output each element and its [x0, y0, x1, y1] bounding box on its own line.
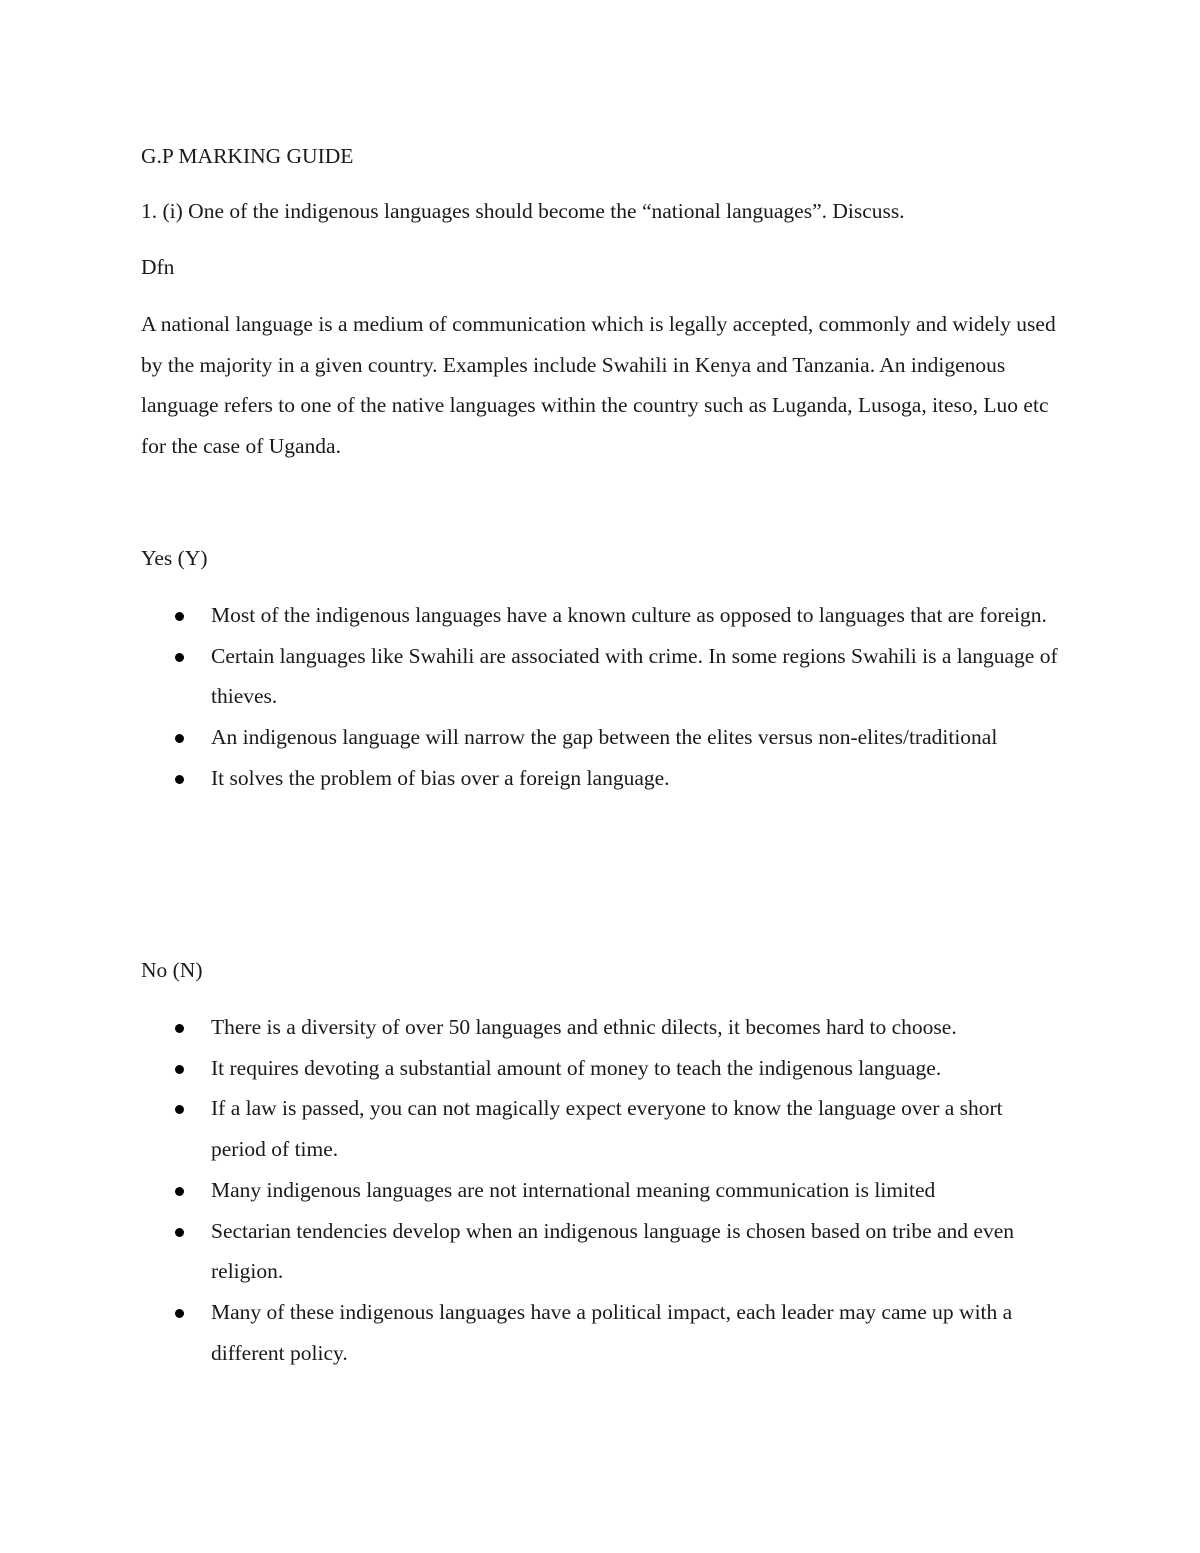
bullet-icon [175, 653, 184, 662]
list-item-text: Many indigenous languages are not international meaning communication is limited [211, 1177, 936, 1202]
list-item [0, 636, 1061, 717]
list-item [0, 1170, 1061, 1211]
bullet-icon [175, 734, 184, 743]
no-heading: No (N) [141, 958, 203, 982]
definition-heading: Dfn [141, 255, 175, 279]
list-item-text: Sectarian tendencies develop when an indigenous language is chosen based on tribe and even religion. [211, 1218, 1014, 1284]
yes-heading: Yes (Y) [141, 546, 208, 570]
list-item [0, 1211, 1061, 1292]
list-item [0, 1292, 1061, 1373]
bullet-icon [175, 1228, 184, 1237]
list-item [0, 717, 1061, 758]
list-item [0, 1048, 1061, 1089]
list-item-text: It solves the problem of bias over a foreign language. [211, 765, 670, 790]
list-item [0, 1088, 1061, 1169]
bullet-icon [175, 1024, 184, 1033]
question-text: 1. (i) One of the indigenous languages should become the “national languages”. Discuss. [141, 199, 905, 223]
definition-paragraph: A national language is a medium of communication which is legally accepted, commonly and widely used by the majority in a given country. Examples include Swahili in Kenya and Tanzania. An indigenous language refers to one of the native languages within the country such as Luganda, Lusoga, iteso, Luo etc for the case of Uganda. [141, 312, 1056, 459]
list-item-text: Certain languages like Swahili are associated with crime. In some regions Swahili is a language of thieves. [211, 643, 1058, 709]
bullet-icon [175, 775, 184, 784]
list-item-text: Many of these indigenous languages have a political impact, each leader may came up with a different policy. [211, 1299, 1013, 1365]
list-item-text: There is a diversity of over 50 languages and ethnic dilects, it becomes hard to choose. [211, 1015, 957, 1039]
bullet-icon [175, 1065, 184, 1074]
list-item-text: Most of the indigenous languages have a known culture as opposed to languages that are foreign. [211, 603, 1047, 627]
list-item-text: It requires devoting a substantial amount of money to teach the indigenous language. [211, 1055, 942, 1080]
list-item [0, 595, 1061, 636]
yes-points-list [0, 595, 1080, 799]
list-item [0, 758, 1061, 799]
list-item-text: If a law is passed, you can not magically expect everyone to know the language over a short period of time. [211, 1096, 1003, 1162]
bullet-icon [175, 1105, 184, 1114]
document-title: G.P MARKING GUIDE [141, 144, 354, 168]
bullet-icon [175, 1187, 184, 1196]
list-item [0, 1007, 1061, 1048]
list-item-text: An indigenous language will narrow the gap between the elites versus non-elites/traditional [211, 725, 998, 750]
bullet-icon [175, 612, 184, 621]
bullet-icon [175, 1309, 184, 1318]
no-points-list [0, 1007, 1080, 1373]
